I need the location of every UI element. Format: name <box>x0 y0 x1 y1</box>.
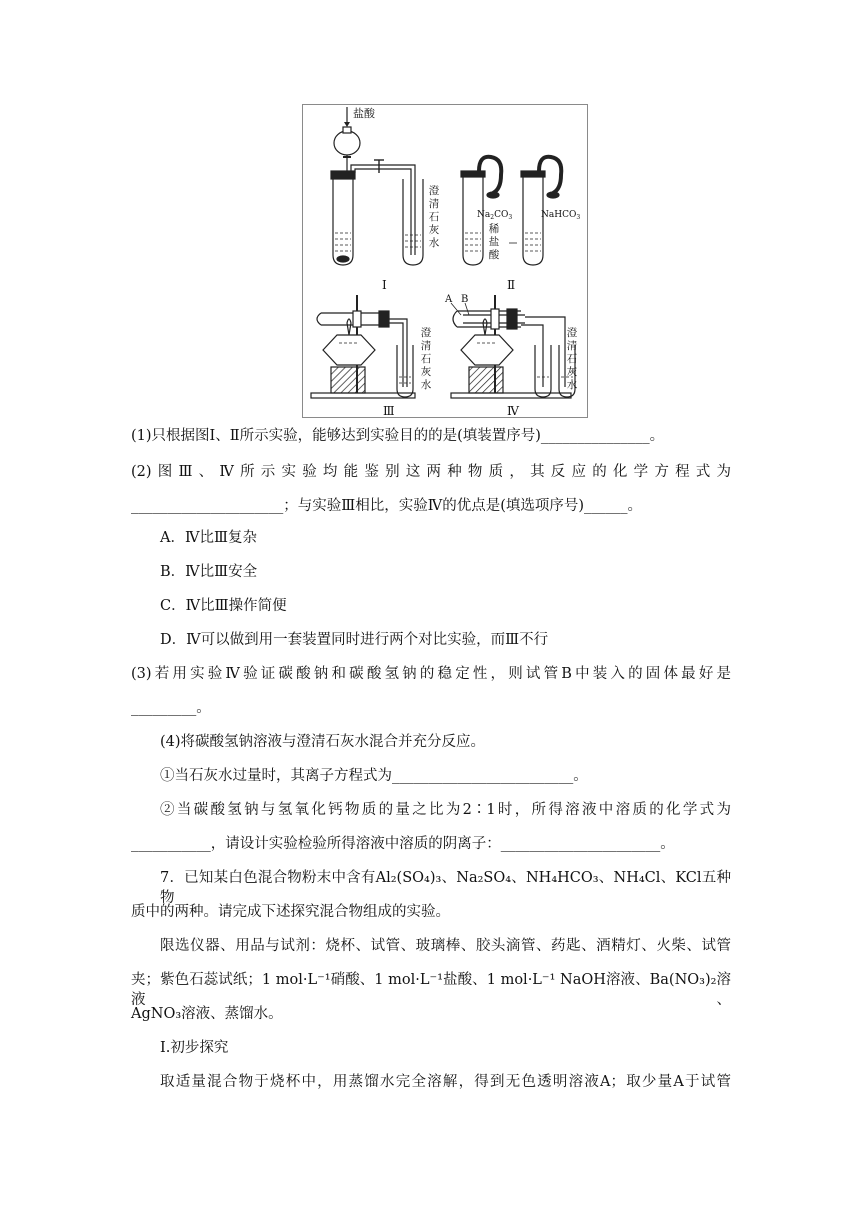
tube-a-label: A <box>445 294 453 305</box>
dilute-hcl-label: 稀盐酸 <box>488 223 500 261</box>
apparatus-4 <box>451 295 575 398</box>
limewater-label-4: 澄清石灰水 <box>566 327 578 391</box>
figure-label-1: Ⅰ <box>382 278 387 292</box>
reagents-line-3: AgNO₃溶液、蒸馏水。 <box>131 1006 283 1022</box>
question-4-2-line-1: ②当碳酸氢钠与氢氧化钙物质的量之比为2∶1时，所得溶液中溶质的化学式为 <box>160 802 731 818</box>
apparatus-diagram <box>303 105 589 419</box>
question-7-line-1: 7．已知某白色混合物粉末中含有Al₂(SO₄)₃、Na₂SO₄、NH₄HCO₃、NH₄Cl、KCl五种物 <box>160 870 731 906</box>
limewater-label-3: 澄清石灰水 <box>420 327 432 391</box>
apparatus-3 <box>311 295 415 398</box>
question-2-line-1: (2)图Ⅲ、Ⅳ所示实验均能鉴别这两种物质，其反应的化学方程式为 <box>131 464 731 480</box>
option-d: D．Ⅳ可以做到用一套装置同时进行两个对比实验，而Ⅲ不行 <box>160 632 549 648</box>
last-line: 取适量混合物于烧杯中，用蒸馏水完全溶解，得到无色透明溶液A；取少量A于试管 <box>160 1074 731 1090</box>
na2co3-label: $Na_2CO_3$ <box>477 210 513 221</box>
option-a: A．Ⅳ比Ⅲ复杂 <box>160 530 257 546</box>
option-c: C．Ⅳ比Ⅲ操作简便 <box>160 598 287 614</box>
question-3-line-1: (3)若用实验Ⅳ验证碳酸钠和碳酸氢钠的稳定性，则试管B中装入的固体最好是 <box>131 666 731 682</box>
figure-label-3: Ⅲ <box>383 404 395 418</box>
section-title: Ⅰ.初步探究 <box>160 1040 229 1056</box>
limewater-label-1: 澄清石灰水 <box>428 185 440 249</box>
reagents-line-2: 夹；紫色石蕊试纸；1 mol·L⁻¹硝酸、1 mol·L⁻¹盐酸、1 mol·L⁻¹ NaOH溶液、Ba(NO₃)₂溶液、 <box>131 972 731 1008</box>
question-1: (1)只根据图Ⅰ、Ⅱ所示实验，能够达到实验目的的是(填装置序号)_______________。 <box>131 428 665 444</box>
nahco3-label: NaHCO$_3$ <box>541 210 581 221</box>
question-4-2-line-2: ___________，请设计实验检验所得溶液中溶质的阴离子：______________________。 <box>131 836 675 852</box>
question-7-line-2: 质中的两种。请完成下述探究混合物组成的实验。 <box>131 904 450 920</box>
figure-label-4: Ⅳ <box>507 404 519 418</box>
apparatus-figure <box>302 104 588 418</box>
apparatus-1 <box>331 107 423 265</box>
question-4: (4)将碳酸氢钠溶液与澄清石灰水混合并充分反应。 <box>160 734 486 750</box>
reagents-line-1: 限选仪器、用品与试剂：烧杯、试管、玻璃棒、胶头滴管、药匙、酒精灯、火柴、试管 <box>160 938 731 954</box>
question-4-1: ①当石灰水过量时，其离子方程式为_________________________。 <box>160 768 588 784</box>
question-3-line-2: _________。 <box>131 700 211 716</box>
question-2-line-2: _____________________；与实验Ⅲ相比，实验Ⅳ的优点是(填选项序号)______。 <box>131 498 643 514</box>
figure-label-2: Ⅱ <box>507 278 516 292</box>
hcl-label: 盐酸 <box>353 107 375 120</box>
option-b: B．Ⅳ比Ⅲ安全 <box>160 564 258 580</box>
tube-b-label: B <box>461 294 469 305</box>
